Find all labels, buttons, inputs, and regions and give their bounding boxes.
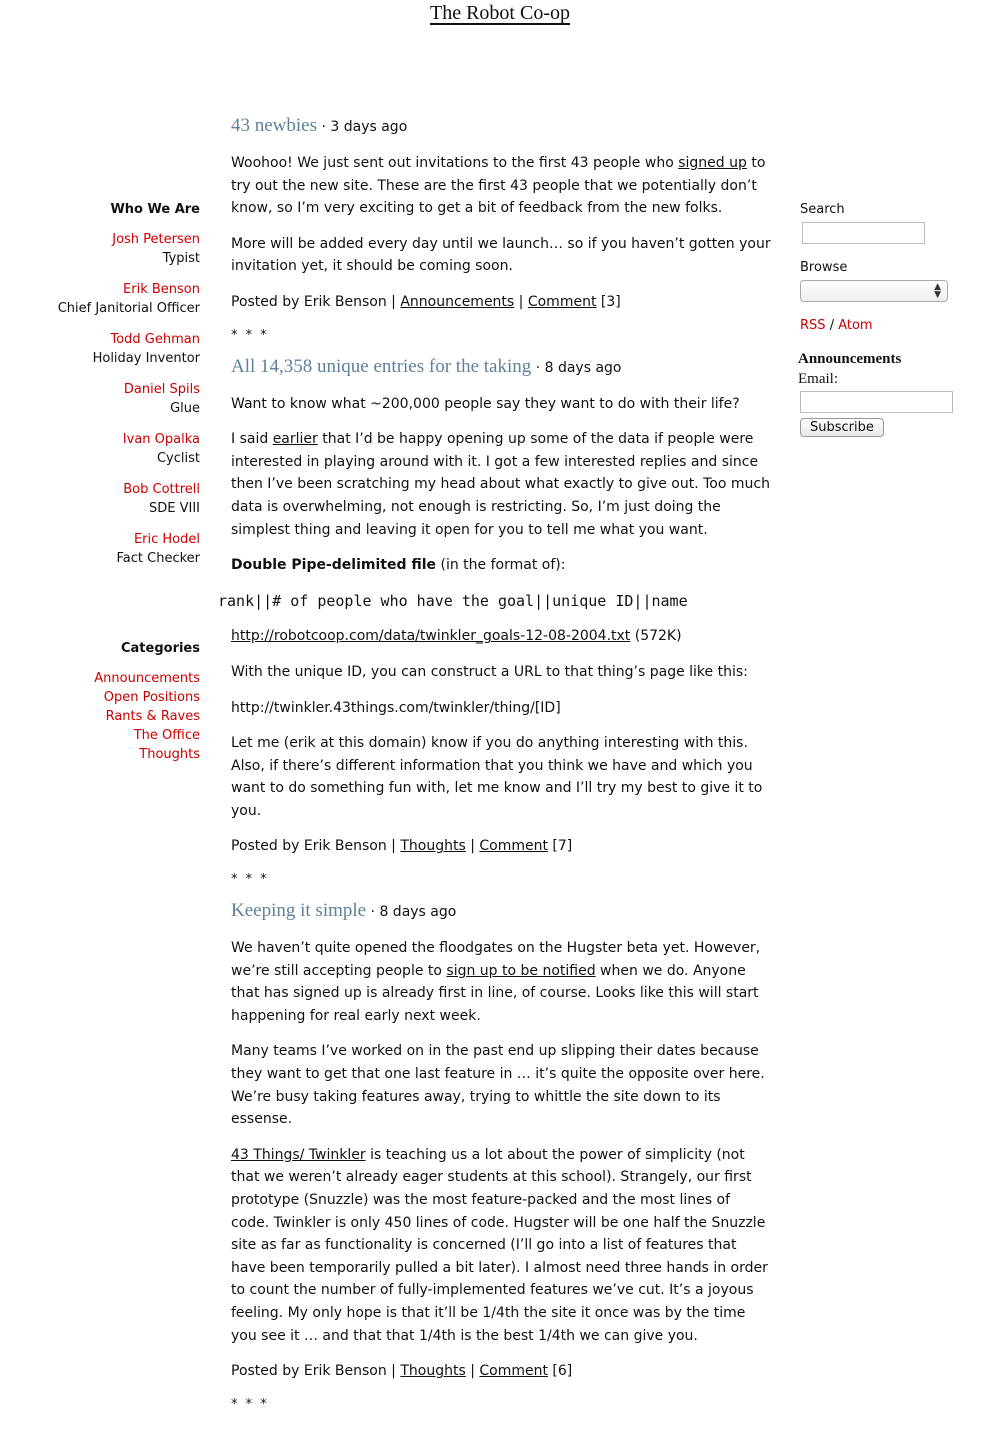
categories-list [20, 669, 200, 764]
person-item [20, 480, 200, 518]
browse-select[interactable] [800, 280, 948, 302]
person-item [20, 330, 200, 368]
email-label: Email: [798, 371, 838, 387]
announcements-title: Announcements [798, 351, 902, 367]
post-header [231, 899, 771, 924]
category-link[interactable]: Open Positions [103, 690, 200, 705]
post-date: · 8 days ago [370, 904, 457, 921]
post-header [231, 114, 771, 139]
person-item [20, 430, 200, 468]
post-separator: * * * [231, 1396, 269, 1412]
person-role: SDE VIII [148, 501, 200, 516]
comment-count: [7] [547, 838, 573, 855]
person-role: Holiday Inventor [92, 351, 200, 366]
person-name[interactable]: Bob Cottrell [123, 482, 200, 497]
person-item [20, 530, 200, 568]
who-we-are-section [20, 202, 200, 568]
post-meta: Posted by Erik Benson | Announcements | Comment [3] [231, 293, 621, 310]
post-meta: Posted by Erik Benson | Thoughts | Comment [7] [231, 838, 573, 855]
categories-section [20, 641, 200, 764]
atom-link[interactable]: Atom [838, 318, 873, 333]
feed-links [800, 318, 970, 333]
person-name[interactable]: Eric Hodel [133, 532, 200, 547]
post-paragraph: Double Pipe-delimited file (in the format of): [231, 557, 566, 574]
signed-up-link[interactable]: signed up [678, 155, 747, 171]
post-category-link[interactable]: Announcements [400, 293, 515, 310]
post-paragraph: Many teams I’ve worked on in the past end up slipping their dates because they want to get that one last feature in … it’s quite the opposite over here. We’re busy taking features away, trying to whittle the site down to its essense. [231, 1043, 765, 1128]
post-paragraph: http://robotcoop.com/data/twinkler_goals-12-08-2004.txt (572K) [231, 628, 682, 645]
category-link[interactable]: Announcements [94, 671, 200, 686]
category-link[interactable]: The Office [133, 728, 200, 743]
category-link[interactable]: Rants & Raves [105, 709, 200, 724]
earlier-link[interactable]: earlier [272, 431, 318, 448]
person-role: Glue [170, 401, 200, 416]
search-label: Search [800, 202, 845, 217]
post-title[interactable]: Keeping it simple [231, 900, 367, 922]
post-date: · 3 days ago [321, 119, 408, 135]
comment-link[interactable]: Comment [527, 293, 597, 310]
person-role: Cyclist [156, 451, 200, 466]
feed-separator: / [829, 318, 835, 333]
post-title[interactable]: 43 newbies [231, 115, 318, 136]
category-link[interactable]: Thoughts [139, 747, 200, 762]
search-input[interactable] [802, 222, 925, 244]
person-name[interactable]: Daniel Spils [123, 382, 200, 397]
comment-link[interactable]: Comment [479, 1363, 548, 1380]
person-item [20, 280, 200, 318]
url-template: http://twinkler.43things.com/twinkler/thing/[ID] [231, 699, 561, 716]
person-item [20, 380, 200, 418]
post-paragraph: We haven’t quite opened the floodgates on the Hugster beta yet. However, we’re still accepting people to sign up to be notified when we do. Anyone that has signed up is already first in line, of course. Looks like this will start happening for real early next week. [231, 940, 761, 1024]
who-we-are-heading: Who We Are [110, 202, 200, 217]
email-field[interactable] [800, 391, 953, 413]
post-header [231, 355, 771, 380]
person-role: Chief Janitorial Officer [57, 301, 200, 316]
format-code: rank||# of people who have the goal||unique ID||name [218, 591, 688, 610]
comment-count: [6] [547, 1363, 573, 1380]
post-paragraph: With the unique ID, you can construct a URL to that thing’s page like this: [231, 663, 748, 680]
notify-signup-link[interactable]: sign up to be notified [446, 962, 596, 979]
person-item [20, 230, 200, 268]
announcements-signup [798, 351, 970, 437]
post-paragraph: More will be added every day until we launch… so if you haven’t gotten your invitation yet, it should be coming soon. [231, 235, 771, 275]
data-file-link[interactable]: http://robotcoop.com/data/twinkler_goals-12-08-2004.txt [231, 628, 631, 645]
post-title[interactable]: All 14,358 unique entries for the taking [231, 355, 532, 377]
post-date: · 8 days ago [535, 359, 622, 376]
43things-link[interactable]: 43 Things/ Twinkler [231, 1146, 366, 1163]
person-name[interactable]: Josh Petersen [112, 232, 200, 247]
person-name[interactable]: Ivan Opalka [122, 432, 200, 447]
post-separator: * * * [231, 872, 269, 888]
person-name[interactable]: Erik Benson [123, 282, 200, 297]
categories-heading: Categories [120, 641, 200, 656]
post [231, 114, 771, 346]
post [231, 899, 771, 1415]
comment-count: [3] [596, 293, 621, 310]
post-paragraph: Woohoo! We just sent out invitations to the first 43 people who signed up to try out the new site. These are the first 43 people that we potentially don’t know, so I’m very exciting to get a bit of feedback from the new folks. [231, 155, 766, 217]
rss-link[interactable]: RSS [800, 318, 826, 333]
post-category-link[interactable]: Thoughts [400, 838, 466, 855]
select-arrows-icon: ▲ ▼ [934, 282, 941, 300]
post-separator: * * * [231, 327, 269, 343]
post-paragraph: I said earlier that I’d be happy opening up some of the data if people were interested in playing around with it. I got a few interested replies and since then I’ve been scratching my head about what exactly to give out. Too much data is overwhelming, not enough is restricting. So, I’m just doing the simplest thing and leaving it open for you to tell me what you want. [231, 431, 770, 538]
post-paragraph: Let me (erik at this domain) know if you do anything interesting with this. Also, if there’s different information that you think we have and which you want to do something fun with, let me know and I’ll try my best to give it to you. [231, 735, 763, 819]
person-role: Fact Checker [116, 551, 200, 566]
subscribe-button[interactable]: Subscribe [800, 418, 884, 437]
person-role: Typist [162, 251, 200, 266]
comment-link[interactable]: Comment [479, 838, 548, 855]
browse-label: Browse [800, 260, 848, 275]
right-sidebar [800, 202, 970, 437]
post [218, 355, 771, 891]
posts-column [218, 114, 771, 1415]
post-category-link[interactable]: Thoughts [400, 1363, 466, 1380]
site-header [0, 2, 1000, 25]
site-title[interactable]: The Robot Co-op [430, 2, 570, 24]
post-paragraph: 43 Things/ Twinkler is teaching us a lot about the power of simplicity (not that we weren’t already eager students at this school). Strangely, our first prototype (Snuzzle) was the most feature-packed and the most lines of code. Twinkler is only 450 lines of code. Hugster will be one half the Snuzzle site as far as functionality is concerned (I’ll go into a list of features that have been temporarily pulled a bit later). I almost need three hands in order to count the number of fully-implemented features we’ve cut. It’s a joyous feeling. My only hope is that it’ll be 1/4th the site it once was by the time you see it … and that that 1/4th is the best 1/4th we can give you. [231, 1146, 768, 1344]
post-paragraph: Want to know what ~200,000 people say they want to do with their life? [231, 395, 740, 412]
post-meta: Posted by Erik Benson | Thoughts | Comment [6] [231, 1363, 573, 1380]
person-name[interactable]: Todd Gehman [110, 332, 200, 347]
